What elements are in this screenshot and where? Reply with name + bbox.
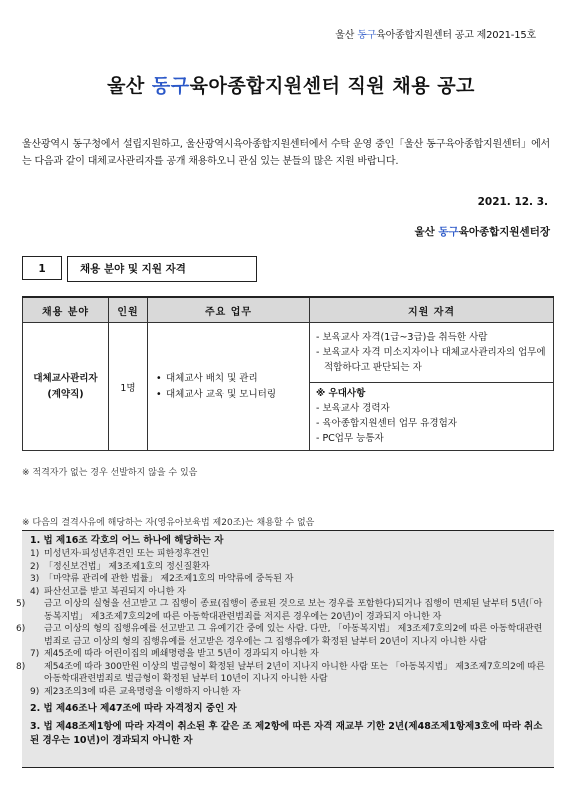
issuer-name: 울산 동구육아종합지원센터장 [414, 226, 550, 238]
header-count: 인원 [109, 297, 148, 323]
list-item: 4) 파산선고를 받고 복권되지 아니한 자 [30, 586, 186, 597]
list-item: 5) 금고 이상의 실형을 선고받고 그 집행이 종료(집행이 종료된 것으로 보는 경우를 포함한다)되거나 집행이 면제된 날부터 5년(「아동복지법」 제3조제7호의2에 따른 아동학대관련범죄를 저지른 경우에는 20년)이 경과되지 아니한 자 [16, 599, 543, 622]
jobs-table [22, 296, 554, 451]
table-header-row [23, 297, 554, 323]
notice-number: 울산 동구육아종합지원센터 공고 제2021-15호 [335, 30, 536, 41]
count-cell: 1명 [109, 323, 148, 451]
disq-item-2: 2. 법 제46조나 제47조에 따라 자격정지 중인 자 [30, 703, 237, 714]
list-item: 6) 금고 이상의 형의 집행유예를 선고받고 그 유예기간 중에 있는 사람. 다만, 「아동복지법」 제3조제7호의2에 따른 아동학대관련범죄로 금고 이상의 형의 집행유예를 선고받은 경우에는 그 집행유예가 확정된 날부터 20년이 지나지 아니한 사람 [16, 624, 543, 647]
list-item: 8) 제54조에 따라 300만원 이상의 벌금형이 확정된 날부터 2년이 지나지 아니한 사람 또는 「아동복지법」 제3조제7호의2에 따른 아동학대관련범죄로 벌금형이 확정된 날부터 10년이 지나지 아니한 사람 [16, 661, 545, 684]
preferred-item: - PC업무 능통자 [316, 433, 384, 444]
disq-item-1: 1. 법 제16조 각호의 어느 하나에 해당하는 자 [30, 535, 224, 546]
list-item: 9) 제23조의3에 따른 교육명령을 이행하지 아니한 자 [30, 686, 241, 697]
list-item: 2) 「정신보건법」 제3조제1호의 정신질환자 [30, 561, 210, 572]
preferred-item: - 육아종합지원센터 업무 유경험자 [316, 418, 457, 429]
qualification-item: - 보육교사 자격 미소지자이나 대체교사관리자의 업무에 적합하다고 판단되는 자 [316, 346, 546, 373]
disq-item-3: 3. 법 제48조제1항에 따라 자격이 취소된 후 같은 조 제2항에 따른 자격 재교부 기한 2년(제48조제1항제3호에 따라 취소된 경우는 10년)이 경과되지 아니한 자 [30, 721, 543, 746]
table-row [23, 323, 554, 383]
field-cell: 대체교사관리자 (계약직) [23, 323, 109, 451]
disq-sub-list [16, 548, 546, 698]
note-disqualification: ※ 다음의 결격사유에 해당하는 자(영유아보육법 제20조)는 채용할 수 없음 [22, 518, 315, 528]
preferred-cell [310, 383, 554, 451]
note-no-qualified: ※ 적격자가 없는 경우 선발하지 않을 수 있음 [22, 468, 198, 478]
list-item: 7) 제45조에 따라 어린이집의 폐쇄명령을 받고 5년이 경과되지 아니한 자 [30, 649, 319, 659]
disqualification-box [16, 530, 554, 768]
page-title: 울산 동구육아종합지원센터 직원 채용 공고 [107, 75, 475, 97]
list-item: 1) 미성년자·피성년후견인 또는 피한정후견인 [30, 549, 210, 559]
section-title: 채용 분야 및 지원 자격 [67, 256, 257, 282]
header-field: 채용 분야 [23, 297, 109, 323]
intro-paragraph: 울산광역시 동구청에서 설립지원하고, 울산광역시육아종합지원센터에서 수탁 운영 중인「울산 동구육아종합지원센터」에서는 다음과 같이 대체교사관리자를 공개 채용하오니 관심 있는 분들의 많은 지원 바랍니다. [22, 139, 550, 167]
preferred-title: ※ 우대사항 [316, 388, 366, 399]
list-item: 3) 「마약류 관리에 관한 법률」 제2조제1호의 마약류에 중독된 자 [30, 574, 294, 584]
duties-cell [148, 323, 310, 451]
duty-item: • 대체교사 배치 및 관리 [166, 371, 308, 387]
qualification-item: - 보육교사 자격(1급~3급)을 취득한 사람 [316, 331, 488, 343]
duty-item: • 대체교사 교육 및 모니터링 [166, 387, 308, 403]
preferred-item: - 보육교사 경력자 [316, 403, 390, 414]
notice-date: 2021. 12. 3. [477, 196, 548, 208]
qualifications-cell [310, 323, 554, 383]
header-duties: 주요 업무 [148, 297, 310, 323]
header-qualifications: 지원 자격 [310, 297, 554, 323]
section-number: 1 [22, 256, 62, 280]
